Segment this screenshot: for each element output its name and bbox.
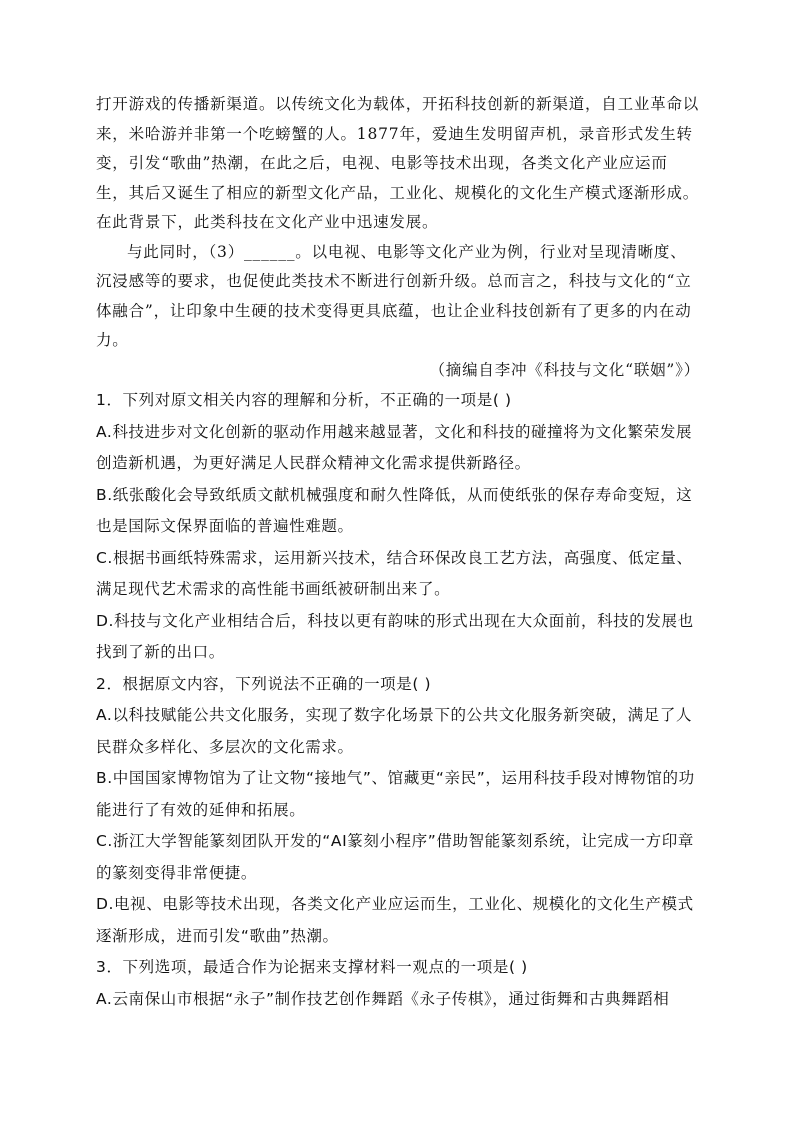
question-3 [96,952,700,1015]
option-c: C.浙江大学智能篆刻团队开发的“AI篆刻小程序”借助智能篆刻系统，让完成一方印章的篆刻变得非常便捷。 [96,832,694,882]
question-stem: 2．根据原文内容，下列说法不正确的一项是( ) [96,674,432,693]
article-paragraph-2: 与此同时，（3）______。以电视、电影等文化产业为例，行业对呈现清晰度、沉浸感等的要求，也促使此类技术不断进行创新升级。总而言之，科技与文化的“立体融合”，让印象中生硬的技术变得更具底蕴，也让企业科技创新有了更多的内在动力。 [96,242,692,349]
option-b: B.中国国家博物馆为了让文物“接地气”、馆藏更“亲民”，运用科技手段对博物馆的功能进行了有效的延伸和拓展。 [96,769,695,819]
option-c: C.根据书画纸特殊需求，运用新兴技术，结合环保改良工艺方法，高强度、低定量、满足现代艺术需求的高性能书画纸被研制出来了。 [96,548,693,598]
question-stem: 3．下列选项，最适合作为论据来支撑材料一观点的一项是( ) [96,958,528,976]
option-a: A.以科技赋能公共文化服务，实现了数字化场景下的公共文化服务新突破，满足了人民群众多样化、多层次的文化需求。 [96,706,693,756]
article [96,90,700,385]
article-source: （摘编自李冲《科技与文化“联姻”》） [429,360,700,379]
option-a: A.云南保山市根据“永子”制作技艺创作舞蹈《永子传棋》，通过街舞和古典舞蹈相 [96,989,670,1008]
option-d: D.电视、电影等技术出现，各类文化产业应运而生，工业化、规模化的文化生产模式逐渐形成，进而引发“歌曲”热潮。 [96,895,694,945]
question-stem: 1．下列对原文相关内容的理解和分析，不正确的一项是( ) [96,391,512,409]
question-2 [96,669,700,953]
option-d: D.科技与文化产业相结合后，科技以更有韵味的形式出现在大众面前，科技的发展也找到了新的出口。 [96,611,694,661]
document-page [96,90,700,1015]
option-b: B.纸张酸化会导致纸质文献机械强度和耐久性降低，从而使纸张的保存寿命变短，这也是国际文保界面临的普遍性难题。 [96,485,693,535]
option-a: A.科技进步对文化创新的驱动作用越来越显著，文化和科技的碰撞将为文化繁荣发展创造新机遇，为更好满足人民群众精神文化需求提供新路径。 [96,422,693,472]
question-1 [96,385,700,669]
questions [96,385,700,1015]
article-paragraph-1: 打开游戏的传播新渠道。以传统文化为载体，开拓科技创新的新渠道，自工业革命以来，米哈游并非第一个吃螃蟹的人。1877年，爱迪生发明留声机，录音形式发生转变，引发“歌曲”热潮，在此之后，电视、电影等技术出现，各类文化产业应运而生，其后又诞生了相应的新型文化产品，工业化、规模化的文化生产模式逐渐形成。在此背景下，此类科技在文化产业中迅速发展。 [96,95,700,231]
